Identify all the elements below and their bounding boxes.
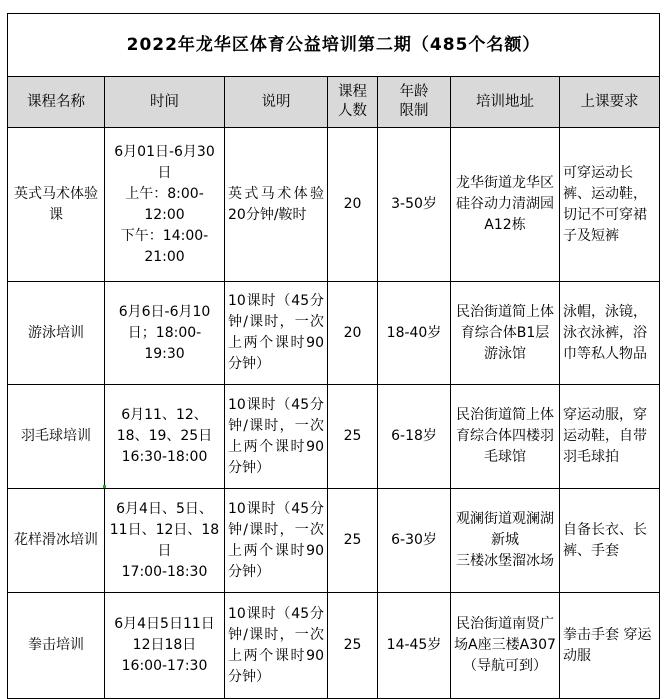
table-row: [8, 385, 660, 489]
course-name: 游泳培训: [8, 282, 105, 385]
training-address: 观澜街道观澜湖新城 三楼冰堡溜冰场: [451, 489, 560, 593]
course-description: 英式马术体验 20分钟/鞍时: [225, 128, 328, 282]
age-limit: 6-30岁: [378, 489, 451, 593]
header-time: 时间: [105, 77, 225, 128]
class-size: 25: [328, 593, 378, 699]
class-requirement: 拳击手套 穿运动服: [560, 593, 660, 699]
schedule-table: [7, 13, 660, 699]
class-requirement: 穿运动服，穿运动鞋，自带羽毛球拍: [560, 385, 660, 489]
age-limit: 3-50岁: [378, 128, 451, 282]
training-address: 民治街道简上体育综合体B1层游泳馆: [451, 282, 560, 385]
header-class-size: 课程 人数: [328, 77, 378, 128]
course-description: 10课时（45分钟/课时，一次上两个课时90分钟）: [225, 593, 328, 699]
table-row: [8, 489, 660, 593]
class-size: 25: [328, 489, 378, 593]
class-requirement: 自备长衣、长裤、手套: [560, 489, 660, 593]
course-name: 花样滑冰培训: [8, 489, 105, 593]
course-description: 10课时（45分钟/课时，一次上两个课时90分钟）: [225, 385, 328, 489]
course-name: 拳击培训: [8, 593, 105, 699]
header-description: 说明: [225, 77, 328, 128]
table-row: [8, 128, 660, 282]
header-address: 培训地址: [451, 77, 560, 128]
header-age-limit: 年龄 限制: [378, 77, 451, 128]
cell-marker: [103, 485, 106, 488]
course-name: 英式马术体验课: [8, 128, 105, 282]
age-limit: 14-45岁: [378, 593, 451, 699]
training-address: 民治街道南贤广场A座三楼A307（导航可到）: [451, 593, 560, 699]
header-course-name: 课程名称: [8, 77, 105, 128]
table-row: [8, 593, 660, 699]
training-address: 龙华街道龙华区硅谷动力清湖园A12栋: [451, 128, 560, 282]
class-size: 20: [328, 282, 378, 385]
training-schedule-sheet: [7, 13, 659, 699]
header-requirement: 上课要求: [560, 77, 660, 128]
age-limit: 6-18岁: [378, 385, 451, 489]
class-size: 25: [328, 385, 378, 489]
course-description: 10课时（45分钟/课时，一次上两个课时90分钟）: [225, 489, 328, 593]
training-address: 民治街道简上体育综合体四楼羽毛球馆: [451, 385, 560, 489]
header-row: [8, 77, 660, 128]
course-description: 10课时（45分钟/课时，一次上两个课时90分钟）: [225, 282, 328, 385]
course-time: 6月6日-6月10日；18:00-19:30: [105, 282, 225, 385]
class-size: 20: [328, 128, 378, 282]
age-limit: 18-40岁: [378, 282, 451, 385]
course-time: 6月11、12、18、19、25日 16:30-18:00: [105, 385, 225, 489]
course-name: 羽毛球培训: [8, 385, 105, 489]
table-row: [8, 282, 660, 385]
class-requirement: 泳帽，泳镜，泳衣泳裤，浴巾等私人物品: [560, 282, 660, 385]
course-time: 6月01日-6月30日 上午：8:00-12:00 下午：14:00-21:00: [105, 128, 225, 282]
table-title: 2022年龙华区体育公益培训第二期（485个名额）: [8, 14, 660, 77]
course-time: 6月4日5日11日12日18日 16:00-17:30: [105, 593, 225, 699]
class-requirement: 可穿运动长裤、运动鞋，切记不可穿裙子及短裤: [560, 128, 660, 282]
course-time: 6月4日、5日、11日、12日、18日 17:00-18:30: [105, 489, 225, 593]
